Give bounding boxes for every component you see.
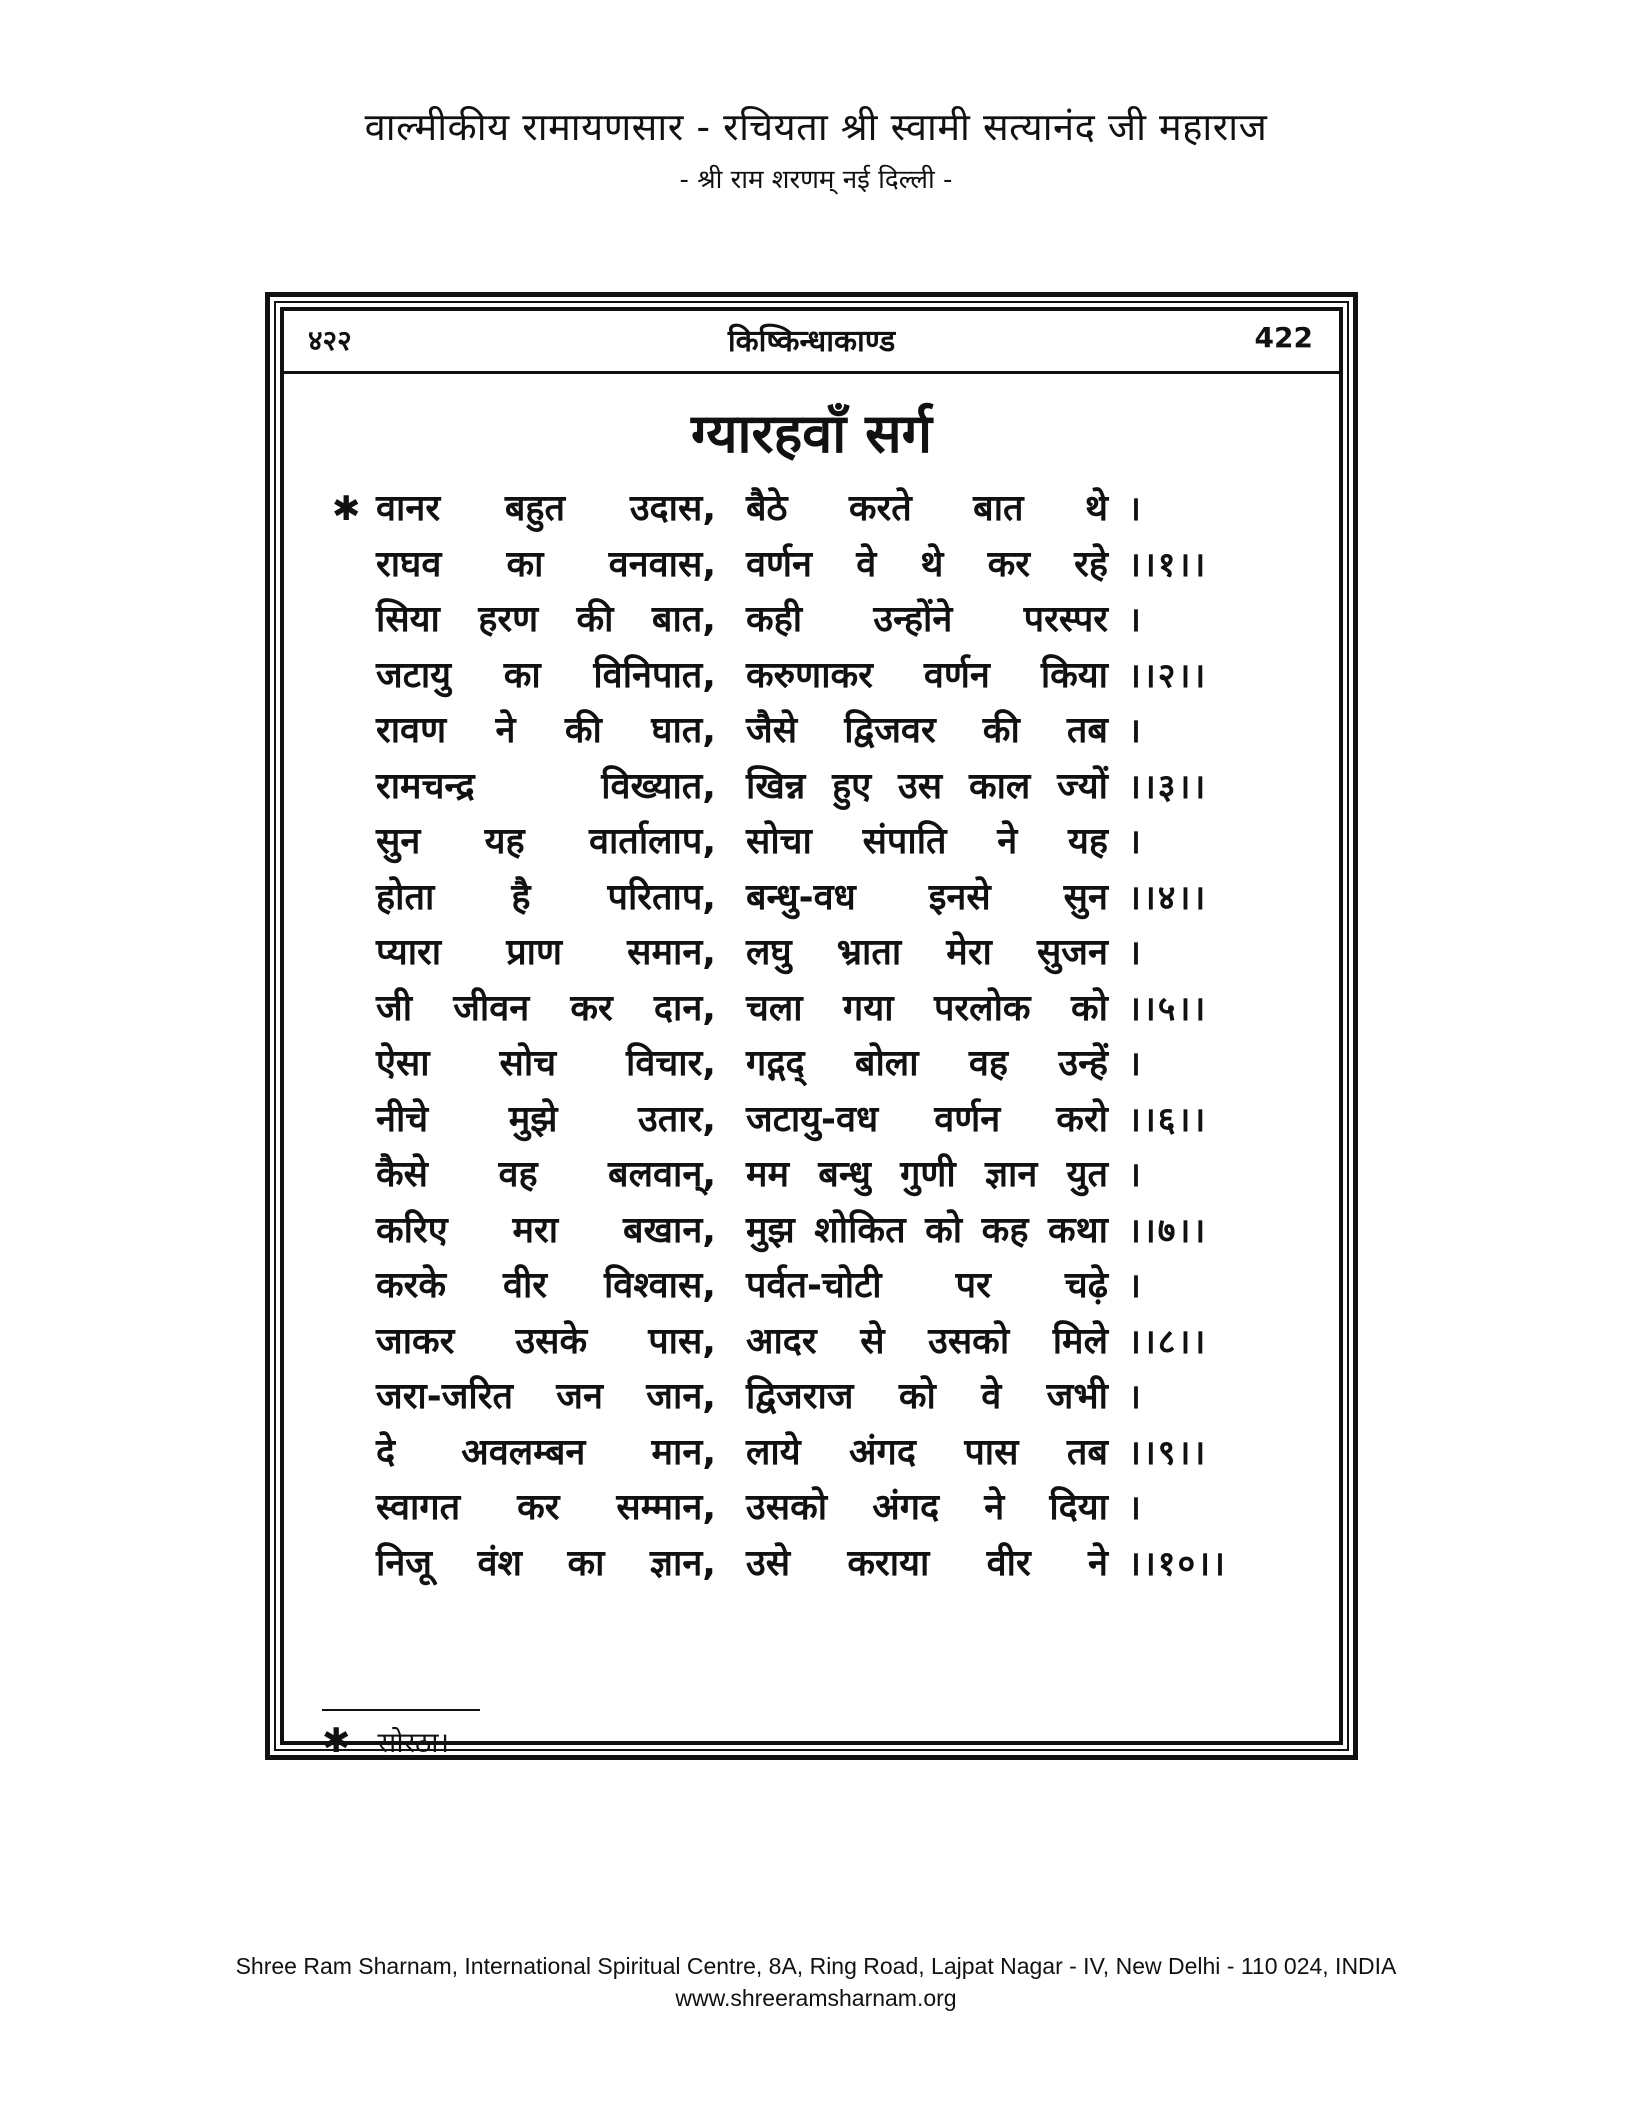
verse-word: करो [1056, 1098, 1108, 1140]
verse-word: वर्णन [746, 543, 813, 585]
verse-line [332, 592, 1292, 648]
verse-word: वह [968, 1043, 1009, 1084]
verse-first-half [376, 1036, 716, 1092]
chapter-title: ग्यारहवाँ सर्ग [691, 402, 932, 465]
verse-word: ने [1088, 1542, 1108, 1584]
verse-first-half [376, 1203, 716, 1259]
verse-word: बलवान्, [608, 1154, 716, 1195]
verse-first-half [376, 1092, 716, 1148]
verse-word: ने [984, 1487, 1005, 1528]
verse-word: सोचा [746, 821, 812, 862]
verse-line [332, 481, 1292, 537]
verse-word: स्वागत [376, 1487, 461, 1528]
verse-word: उन्होंने [873, 599, 953, 640]
verse-word: विश्वास, [603, 1265, 716, 1306]
verse-word: की [564, 710, 602, 751]
verse-word: मेरा [946, 932, 992, 973]
verse-word: दान, [653, 987, 716, 1029]
verse-ending-mark: । [1128, 1488, 1143, 1528]
verse-ending-mark: । [1128, 1377, 1143, 1417]
verse-word: वर्णन [923, 654, 990, 696]
verse-second-half [746, 1369, 1108, 1425]
verse-second-half [746, 759, 1108, 815]
verse-ending-mark: ।।८।। [1128, 1321, 1208, 1362]
verse-second-half [746, 925, 1108, 981]
verse-first-half [376, 1258, 716, 1314]
verse-word: उदास, [629, 488, 716, 529]
verse-ending-mark: ।।४।। [1128, 877, 1208, 918]
verse-second-half [746, 1536, 1108, 1592]
verse-word: सिया [376, 599, 440, 640]
verse-word: हुए [832, 765, 872, 807]
verse-asterisk-icon: ✱ [332, 489, 361, 529]
footnote [322, 1721, 449, 1763]
verse-word: वीर [502, 1265, 548, 1306]
verse-line [332, 1147, 1292, 1203]
verse-ending-mark: ।।६।। [1128, 1099, 1208, 1140]
verse-first-half [376, 870, 716, 926]
verse-ending-mark: ।।९।। [1128, 1432, 1208, 1473]
verse-word: जटायु [376, 654, 452, 696]
verse-word: बात, [651, 599, 716, 640]
verse-ending-mark: । [1128, 822, 1143, 862]
document-title: वाल्मीकीय रामायणसार - रचियता श्री स्वामी सत्यानंद जी महाराज [364, 105, 1268, 149]
verse-word: तब [1066, 710, 1108, 751]
verse-first-half [376, 1536, 716, 1592]
verse-line [332, 1425, 1292, 1481]
verse-second-half [746, 481, 1108, 537]
verse-word: ज्यों [1057, 765, 1108, 807]
verse-word: चढ़े [1064, 1265, 1108, 1306]
verse-word: युत [1066, 1154, 1108, 1195]
verse-first-half [376, 759, 716, 815]
verse-word: रामचन्द्र [376, 765, 475, 807]
book-page-header [284, 311, 1339, 374]
verse-second-half [746, 703, 1108, 759]
verse-word: को [925, 1209, 963, 1251]
verse-ending-mark: । [1128, 600, 1143, 640]
verse-word: पर [955, 1265, 991, 1306]
verse-word: पर्वत-चोटी [746, 1265, 882, 1306]
verse-word: कैसे [376, 1154, 428, 1195]
verse-second-half [746, 1147, 1108, 1203]
verse-word: वार्तालाप, [588, 821, 716, 862]
verse-word: बहुत [504, 488, 566, 529]
verse-word: लाये [746, 1431, 801, 1473]
verse-word: मरा [512, 1209, 559, 1251]
verse-word: वे [856, 543, 877, 585]
verse-second-half [746, 537, 1108, 593]
verse-first-half [376, 481, 716, 537]
verse-word: ने [495, 710, 516, 751]
verse-word: ऐसा [376, 1043, 430, 1084]
verse-word: की [576, 599, 614, 640]
verse-word: थे [920, 543, 944, 585]
verse-word: है [511, 876, 531, 918]
verse-word: रहे [1074, 543, 1108, 585]
verse-word: रावण [376, 710, 447, 751]
verse-ending-mark: । [1128, 1266, 1143, 1306]
verse-word: इनसे [928, 876, 991, 918]
verse-second-half [746, 1425, 1108, 1481]
verse-first-half [376, 1147, 716, 1203]
verse-line [332, 814, 1292, 870]
verse-word: ज्ञान, [649, 1542, 716, 1584]
verse-word: करके [376, 1265, 447, 1306]
verse-word: हरण [478, 599, 539, 640]
verse-line [332, 703, 1292, 759]
verse-word: संपाति [862, 821, 947, 862]
footnote-text: सोरठा। [377, 1726, 450, 1759]
verse-word: सुजन [1036, 932, 1108, 973]
verse-word: सुन [376, 821, 421, 862]
verse-line [332, 925, 1292, 981]
verse-second-half [746, 1480, 1108, 1536]
verse-word: वे [981, 1376, 1002, 1417]
verse-word: सुन [1063, 876, 1108, 918]
verse-word: मिले [1052, 1320, 1108, 1362]
verse-second-half [746, 1036, 1108, 1092]
verse-word: बात [973, 488, 1024, 529]
verse-word: परिताप, [607, 876, 716, 918]
verse-word: वर्णन [934, 1098, 1001, 1140]
verse-ending-mark: ।।१।। [1128, 544, 1208, 585]
verse-word: सम्मान, [616, 1487, 716, 1528]
verse-word: का [506, 543, 544, 585]
verse-word: का [503, 654, 541, 696]
verse-line [332, 1258, 1292, 1314]
verse-word: जैसे [746, 710, 798, 751]
verse-ending-mark: । [1128, 933, 1143, 973]
verse-word: आदर [746, 1320, 817, 1362]
verse-word: वह [498, 1154, 538, 1195]
verse-second-half [746, 814, 1108, 870]
verse-word: वानर [376, 488, 441, 529]
verse-word: कही [746, 599, 803, 640]
verse-second-half [746, 592, 1108, 648]
verse-word: मुझ [746, 1209, 795, 1251]
verse-ending-mark: ।।३।। [1128, 766, 1208, 807]
verse-word: प्राण [506, 932, 563, 973]
verse-word: जटायु-वध [746, 1098, 879, 1140]
verse-line [332, 1369, 1292, 1425]
verse-first-half [376, 537, 716, 593]
verse-second-half [746, 1258, 1108, 1314]
verse-word: कथा [1047, 1209, 1108, 1251]
verse-word: जी [376, 987, 413, 1029]
verse-word: द्विजराज [746, 1376, 854, 1417]
verse-line [332, 537, 1292, 593]
verse-word: अवलम्बन [461, 1431, 586, 1473]
verse-line [332, 1314, 1292, 1370]
verse-ending-mark: । [1128, 1044, 1143, 1084]
verse-word: सोच [499, 1043, 557, 1084]
verse-second-half [746, 1092, 1108, 1148]
verse-first-half [376, 925, 716, 981]
verse-ending-mark: ।।५।। [1128, 988, 1208, 1029]
verse-word: प्यारा [376, 932, 442, 973]
verse-second-half [746, 981, 1108, 1037]
verse-word: बोला [854, 1043, 919, 1084]
verse-ending-mark: । [1128, 1155, 1143, 1195]
verse-word: वनवास, [608, 543, 716, 585]
verse-word: जीवन [453, 987, 530, 1029]
verse-first-half [376, 703, 716, 759]
verse-first-half [376, 981, 716, 1037]
verse-second-half [746, 870, 1108, 926]
document-subtitle: - श्री राम शरणम् नई दिल्ली - [679, 165, 953, 195]
verse-word: वंश [477, 1542, 522, 1584]
verse-ending-mark: ।।७।। [1128, 1210, 1208, 1251]
verse-word: द्विजवर [844, 710, 936, 751]
verse-word: विनिपात, [593, 654, 716, 696]
verse-word: वीर [986, 1542, 1031, 1584]
verse-line [332, 1203, 1292, 1259]
verse-word: शोकित [814, 1209, 906, 1251]
verse-word: पास [964, 1431, 1019, 1473]
verse-word: नीचे [376, 1098, 429, 1140]
verse-word: कर [570, 987, 613, 1029]
verse-first-half [376, 648, 716, 704]
verse-word: लघु [746, 932, 792, 973]
verse-word: काल [968, 765, 1031, 807]
verse-word: का [567, 1542, 605, 1584]
footer-website-link[interactable]: www.shreeramsharnam.org [675, 1985, 957, 2011]
page-number-devanagari: ४२२ [308, 324, 352, 357]
page-frame [265, 292, 1358, 1760]
verse-word: बैठे [746, 488, 788, 529]
verse-word: होता [376, 876, 435, 918]
verse-word: किया [1040, 654, 1108, 696]
verse-ending-mark: ।।१०।। [1128, 1543, 1227, 1584]
verse-word: अंगद [849, 1431, 916, 1473]
verse-ending-mark: । [1128, 489, 1143, 529]
page-frame-inner [280, 307, 1343, 1761]
verse-word: यह [484, 821, 525, 862]
verse-word: करते [848, 488, 912, 529]
verse-line [332, 759, 1292, 815]
verse-word: करुणाकर [746, 654, 873, 696]
verse-word: यह [1068, 821, 1108, 862]
verse-word: जन [556, 1376, 603, 1417]
verse-word: उसके [515, 1320, 588, 1362]
verse-word: कर [517, 1487, 560, 1528]
verse-word: थे [1084, 488, 1108, 529]
verse-word: परलोक [933, 987, 1031, 1029]
verse-word: राघव [376, 543, 442, 585]
verse-line [332, 1092, 1292, 1148]
verse-word: उतार, [638, 1098, 716, 1140]
verse-word: खिन्न [746, 765, 806, 807]
verse-second-half [746, 1203, 1108, 1259]
verse-ending-mark: । [1128, 711, 1143, 751]
verse-word: गया [843, 987, 894, 1029]
verse-word: गद्गद् [746, 1043, 805, 1084]
verse-word: दिया [1049, 1487, 1108, 1528]
verse-word: जभी [1046, 1376, 1108, 1417]
verse-word: गुणी [900, 1154, 956, 1195]
verse-word: को [1071, 987, 1108, 1029]
verse-word: परस्पर [1023, 599, 1108, 640]
footnote-asterisk-icon: ✱ [322, 1721, 351, 1761]
verse-word: उसको [928, 1320, 1010, 1362]
verse-word: विचार, [626, 1043, 716, 1084]
verse-word: कह [981, 1209, 1029, 1251]
verse-word: उन्हें [1058, 1043, 1108, 1084]
verse-line [332, 648, 1292, 704]
verse-first-half [376, 592, 716, 648]
verse-word: दे [376, 1431, 396, 1473]
verse-word: को [898, 1376, 936, 1417]
verse-word: मम [746, 1154, 790, 1195]
verse-first-half [376, 1425, 716, 1481]
verse-word: जरा-जरित [376, 1376, 513, 1417]
verse-word: करिए [376, 1209, 448, 1251]
section-title: किष्किन्धाकाण्ड [727, 324, 896, 359]
verse-word: बन्धु-वध [746, 876, 856, 918]
footer-address: Shree Ram Sharnam, International Spiritual Centre, 8A, Ring Road, Lajpat Nagar - IV, New Delhi - 110 024, INDIA [235, 1953, 1397, 1979]
verse-word: ने [997, 821, 1018, 862]
verse-word: निजू [376, 1542, 433, 1584]
verse-line [332, 1036, 1292, 1092]
verse-line [332, 1480, 1292, 1536]
verse-first-half [376, 814, 716, 870]
verse-word: उसे [746, 1542, 791, 1584]
verse-word: जान, [646, 1376, 716, 1417]
footnote-rule [322, 1709, 480, 1711]
verse-first-half [376, 1314, 716, 1370]
verse-word: ज्ञान [984, 1154, 1038, 1195]
verse-word: पास, [648, 1320, 716, 1362]
page-number: 422 [1254, 321, 1313, 354]
verse-word: की [982, 710, 1020, 751]
verse-word: तब [1066, 1431, 1108, 1473]
verse-line [332, 1536, 1292, 1592]
verse-word: समान, [627, 932, 716, 973]
verse-word: विख्यात, [601, 765, 716, 807]
verse-word: भ्राता [836, 932, 902, 973]
verse-word: मान, [651, 1431, 716, 1473]
verse-word: बन्धु [818, 1154, 871, 1195]
verse-word: जाकर [376, 1320, 455, 1362]
verse-line [332, 870, 1292, 926]
verse-second-half [746, 1314, 1108, 1370]
verse-word: बखान, [623, 1209, 716, 1251]
verse-word: मुझे [508, 1098, 558, 1140]
verse-word: चला [746, 987, 803, 1029]
verse-word: कर [987, 543, 1030, 585]
verse-first-half [376, 1369, 716, 1425]
verse-second-half [746, 648, 1108, 704]
verse-word: उस [898, 765, 943, 807]
verse-line [332, 981, 1292, 1037]
verse-word: से [860, 1320, 885, 1362]
verse-word: अंगद [872, 1487, 940, 1528]
verse-word: कराया [847, 1542, 930, 1584]
verse-word: उसको [746, 1487, 828, 1528]
verse-ending-mark: ।।२।। [1128, 655, 1208, 696]
verse-first-half [376, 1480, 716, 1536]
verse-word: घात, [651, 710, 716, 751]
